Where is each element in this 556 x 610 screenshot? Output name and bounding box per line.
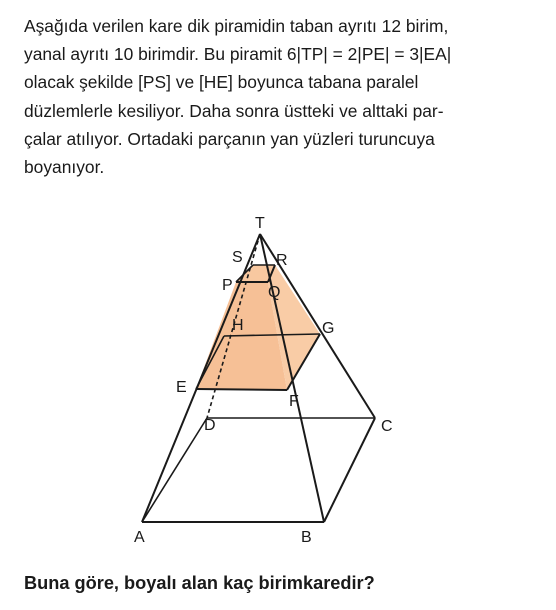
label-R: R [276,252,288,269]
label-D: D [204,417,216,434]
label-Q: Q [268,284,281,301]
problem-line: olacak şekilde [PS] ve [HE] boyunca tabana paralel [24,72,419,93]
label-H: H [232,317,244,334]
label-G: G [322,320,335,337]
edge-DA [142,418,207,522]
label-F: F [289,393,299,410]
edge-EF [196,389,287,390]
question-text: Buna göre, boyalı alan kaç birimkaredir? [24,573,375,593]
label-B: B [301,529,312,546]
label-E: E [176,379,187,396]
problem-line: çalar atılıyor. Ortadaki parçanın yan yüzleri turuncuya [24,128,435,149]
problem-line: boyanıyor. [24,157,105,178]
problem-line: yanal ayrıtı 10 birimdir. Bu piramit 6|TP| = 2|PE| = 3|EA| [24,44,452,65]
label-C: C [381,418,393,435]
edge-BC [324,418,375,522]
problem-line: düzlemlerle kesiliyor. Daha sonra üstteki ve alttaki par- [24,100,444,121]
label-S: S [232,249,243,266]
label-A: A [134,529,145,546]
label-T: T [255,215,265,232]
label-P: P [222,277,233,294]
problem-line: Aşağıda verilen kare dik piramidin taban ayrıtı 12 birim, [24,16,449,36]
